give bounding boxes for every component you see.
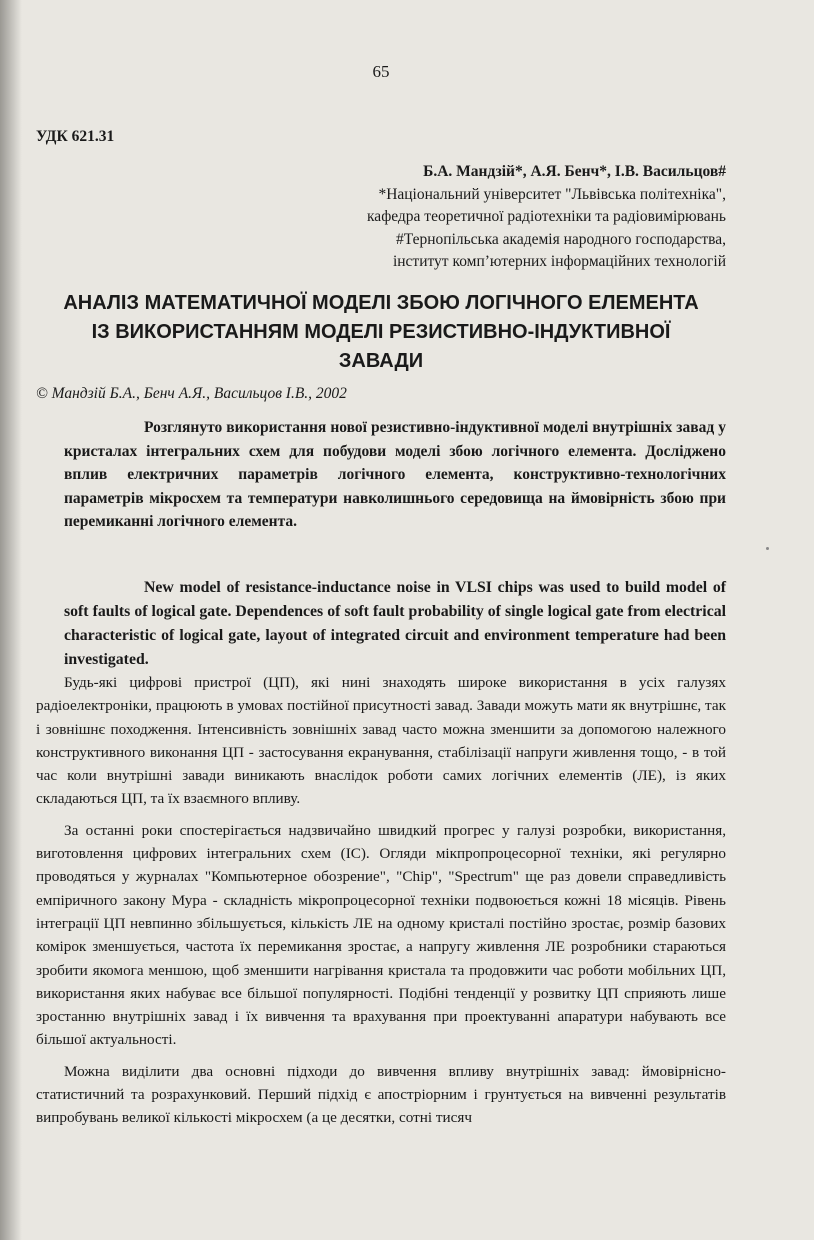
page-number: 65 [372,62,390,81]
paper-page [36,0,726,1240]
affiliation-line: кафедра теоретичної радіотехніки та радіовимірювань [367,208,726,225]
title-line: АНАЛІЗ МАТЕМАТИЧНОЇ МОДЕЛІ ЗБОЮ ЛОГІЧНОГО ЕЛЕМЕНТА [63,292,699,314]
affiliation-line: інститут комп’ютерних інформаційних технологій [392,253,726,270]
affiliation-line: *Національний університет "Львівська політехніка", [378,185,726,203]
body-text [36,671,726,1138]
body-paragraph: За останні роки спостерігається надзвичайно швидкий прогрес у галузі розробки, використання, виготовлення цифрових інтегральних схем (ІС). Огляди мікпропроцесорної техніки, які регулярно проводяться у журналах "Компьютерное обозрение", "Chip", "Spectrum" ще раз довели справедливість емпіричного закону Мура - складність мікропроцесорної техніки подвоюється кожні 18 місяців. Рівень інтеграції ЦП невпинно збільшується, кількість ЛЕ на одному кристалі постійно зростає, розмір базових комірок зменшується, частота їх перемикання зростає, а напругу живлення ЛЕ розробники стараються зробити якомога меншою, щоб зменшити нагрівання кристала та продовжити час роботи мобільних ЦП, використання яких набуває все більшої популярності. Подібні тенденції у розвитку ЦП сприяють лише зростанню внутрішніх завад і їх вивчення та врахування при проектуванні апаратури набувають все більшої актуальності. [36,821,726,1049]
abstract-ukrainian: Розглянуто використання нової резистивно-індуктивної моделі внутрішніх завад у кристалах інтегральних схем для побудови моделі збою логічного елемента. Досліджено вплив електричних параметрів логічного елемента, конструктивно-технологічних параметрів мікросхем та температури навколишнього середовища на ймовірність збою при перемиканні логічного елемента. [64,419,726,530]
affiliation-line: #Тернопільська академія народного господарства, [395,230,726,248]
authors: Б.А. Мандзій*, А.Я. Бенч*, І.В. Васильцов# [423,163,726,180]
body-paragraph: Можна виділити два основні підходи до вивчення впливу внутрішніх завад: ймовірнісно-статистичний та розрахунковий. Перший підхід є апостріорним і грунтується на вивченні результатів випробувань великої кількості мікросхем (а це десятки, сотні тисяч [36,1062,726,1127]
udk-code: УДК 621.31 [36,128,115,145]
abstract-english: New model of resistance-inductance noise in VLSI chips was used to build model of soft faults of logical gate. Dependences of soft fault probability of single logical gate from electrical characteristic of logical gate, layout of integrated circuit and environment temperature had been investigated. [64,579,726,668]
copyright-notice: © Мандзій Б.А., Бенч А.Я., Васильцов І.В., 2002 [36,385,347,402]
scan-edge-shadow [0,0,22,1240]
scan-speck [766,547,769,550]
title-line: ЗАВАДИ [338,350,424,372]
author-block [367,161,726,274]
title-line: ІЗ ВИКОРИСТАННЯМ МОДЕЛІ РЕЗИСТИВНО-ІНДУКТИВНОЇ [91,321,671,343]
body-paragraph: Будь-які цифрові пристрої (ЦП), які нині знаходять широке використання в усіх галузях радіоелектроніки, працюють в умовах постійної присутності завад. Завади можуть мати як внутрішнє, так і зовнішнє походження. Інтенсивність зовнішніх завад часто можна зменшити за допомогою належного конструктивного виконання ЦП - застосування екранування, стабілізації напруги живлення тощо, - в той час коли внутрішні завади виникають внаслідок роботи самих логічних елементів (ЛЕ), із яких складаються ЦП, та їх взаємного впливу. [36,674,726,808]
paper-title [36,289,726,376]
